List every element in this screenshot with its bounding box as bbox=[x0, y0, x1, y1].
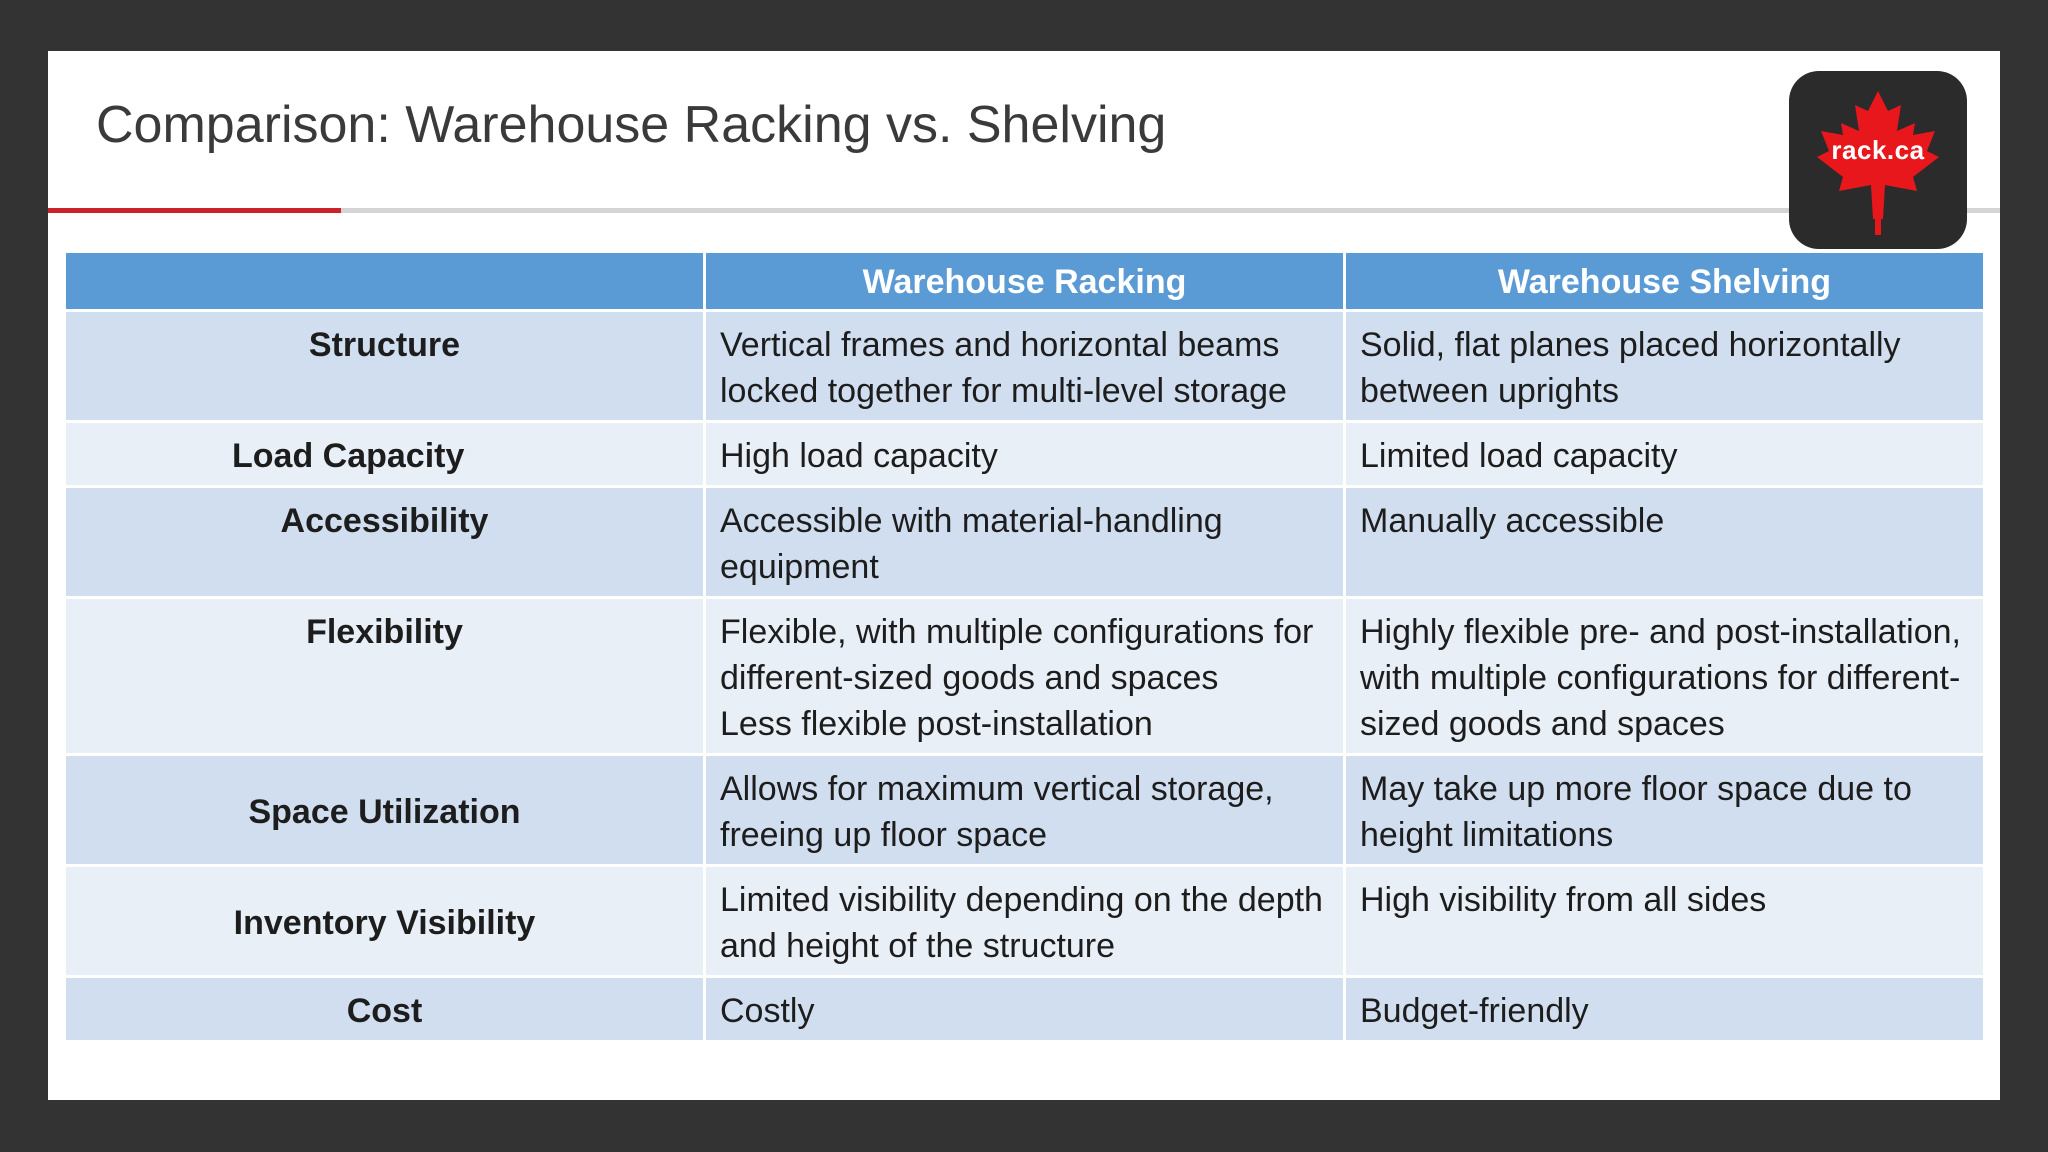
table-row bbox=[65, 977, 1985, 1042]
cell-racking-structure: Vertical frames and horizontal beams locked together for multi-level storage bbox=[705, 311, 1345, 422]
cell-shelving-accessibility: Manually accessible bbox=[1345, 487, 1985, 598]
cell-shelving-flexibility: Highly flexible pre- and post-installation, with multiple configurations for different-sized goods and spaces bbox=[1345, 598, 1985, 755]
cell-racking-accessibility: Accessible with material-handling equipment bbox=[705, 487, 1345, 598]
cell-racking-flexibility-line-2: Less flexible post-installation bbox=[720, 705, 1153, 743]
table-row bbox=[65, 866, 1985, 977]
header-shelving: Warehouse Shelving bbox=[1345, 252, 1985, 311]
table-header-row bbox=[65, 252, 1985, 311]
row-label-cost: Cost bbox=[65, 977, 705, 1042]
cell-shelving-inventory-visibility: High visibility from all sides bbox=[1345, 866, 1985, 977]
rack-ca-logo bbox=[1789, 71, 1967, 249]
slide bbox=[48, 51, 2000, 1100]
row-label-flexibility: Flexibility bbox=[65, 598, 705, 755]
table-row bbox=[65, 598, 1985, 755]
cell-shelving-cost: Budget-friendly bbox=[1345, 977, 1985, 1042]
table-row bbox=[65, 487, 1985, 598]
cell-shelving-space-utilization: May take up more floor space due to height limitations bbox=[1345, 755, 1985, 866]
cell-racking-cost: Costly bbox=[705, 977, 1345, 1042]
cell-racking-flexibility-line-1: Flexible, with multiple configurations for different-sized goods and spaces bbox=[720, 613, 1314, 697]
table-row bbox=[65, 755, 1985, 866]
header-blank bbox=[65, 252, 705, 311]
slide-title: Comparison: Warehouse Racking vs. Shelving bbox=[96, 96, 1167, 154]
cell-racking-space-utilization: Allows for maximum vertical storage, freeing up floor space bbox=[705, 755, 1345, 866]
cell-shelving-load-capacity: Limited load capacity bbox=[1345, 422, 1985, 487]
cell-racking-load-capacity: High load capacity bbox=[705, 422, 1345, 487]
table-row bbox=[65, 311, 1985, 422]
comparison-table bbox=[63, 250, 1986, 1043]
row-label-structure: Structure bbox=[65, 311, 705, 422]
cell-racking-flexibility bbox=[705, 598, 1345, 755]
cell-shelving-structure: Solid, flat planes placed horizontally between uprights bbox=[1345, 311, 1985, 422]
row-label-space-utilization: Space Utilization bbox=[65, 755, 705, 866]
row-label-inventory-visibility: Inventory Visibility bbox=[65, 866, 705, 977]
cell-racking-inventory-visibility: Limited visibility depending on the depth and height of the structure bbox=[705, 866, 1345, 977]
header-racking: Warehouse Racking bbox=[705, 252, 1345, 311]
row-label-load-capacity: Load Capacity bbox=[65, 422, 705, 487]
logo-text: rack.ca bbox=[1831, 135, 1925, 165]
row-label-accessibility: Accessibility bbox=[65, 487, 705, 598]
table-row bbox=[65, 422, 1985, 487]
title-divider-accent bbox=[48, 208, 341, 213]
